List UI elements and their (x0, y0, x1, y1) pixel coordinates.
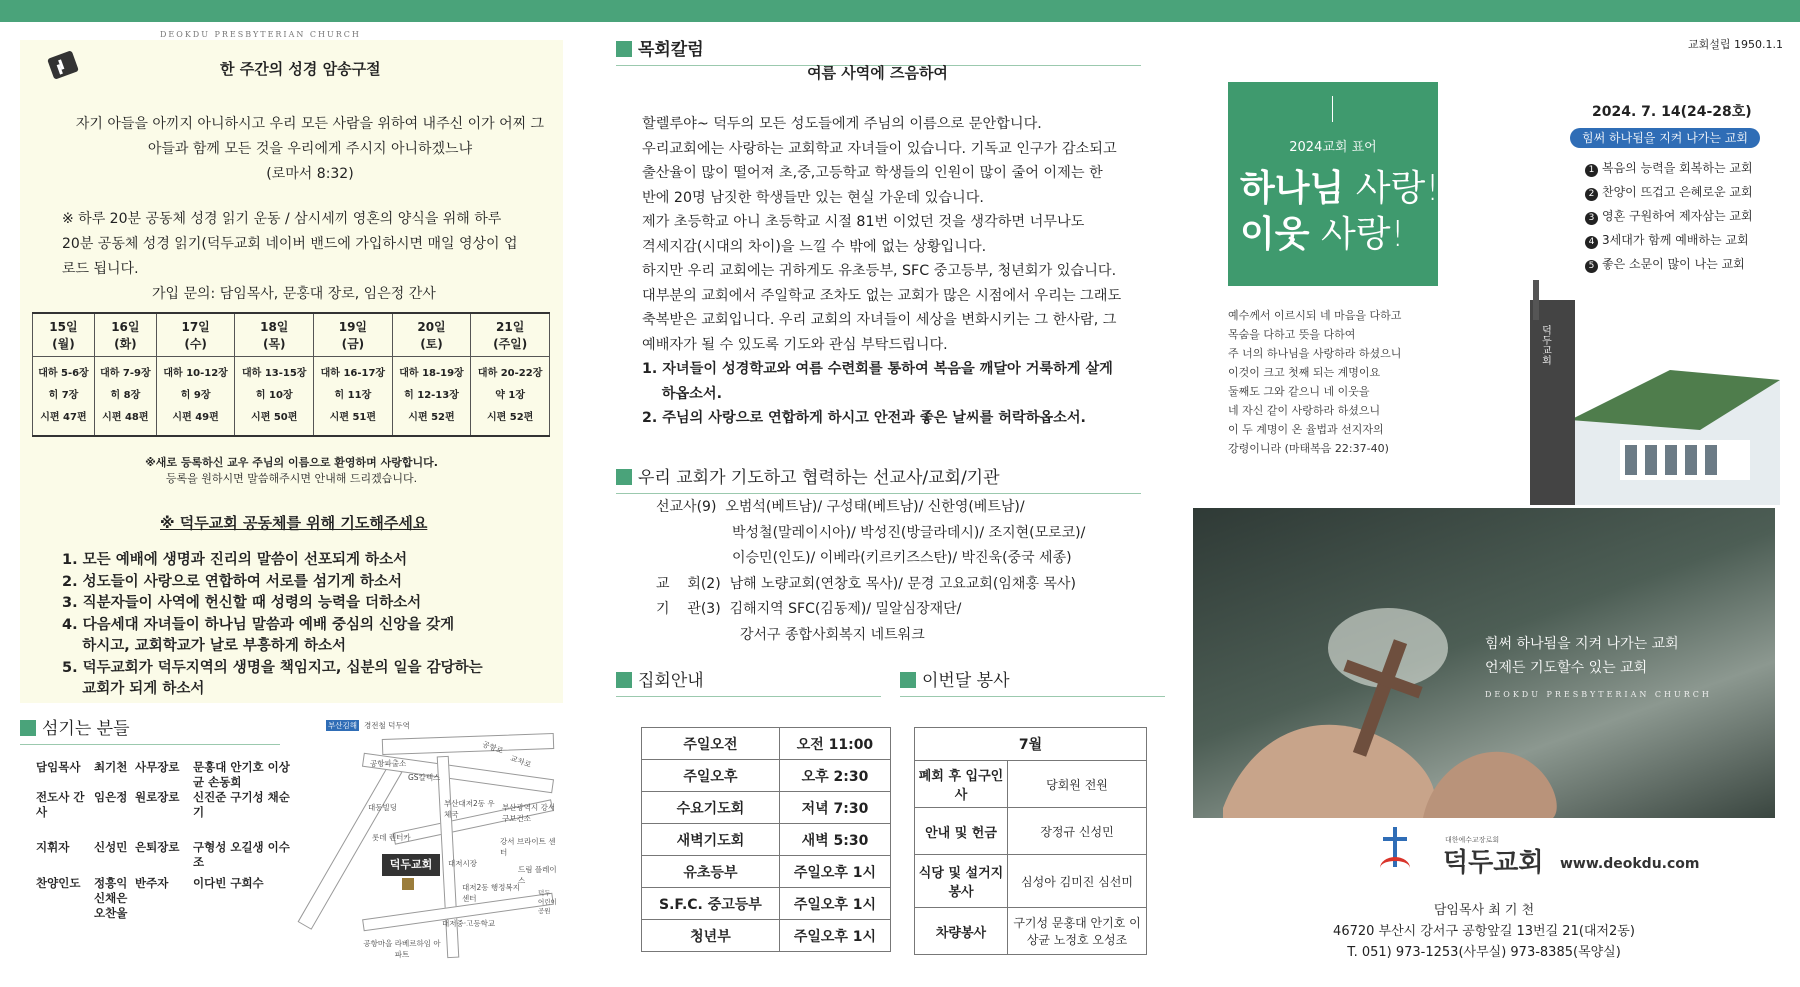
tower-text: 덕두교회 (1539, 325, 1551, 365)
mission-line: 강서구 종합사회복지 네트워크 (740, 626, 925, 643)
service-row: 청년부 주일오후 1시 (642, 920, 891, 952)
reading-cell: 대하 10-12장 히 9장 시편 49편 (156, 357, 235, 437)
day-header: 21일 (주일) (471, 313, 550, 357)
service-row: 주일오후 오후 2:30 (642, 760, 891, 792)
map-label: 강서 브라이트 센터 (500, 837, 556, 857)
column-title: 목회칼럼 (616, 35, 704, 60)
servant-cell: 최기천 (94, 760, 128, 774)
service-row: 수요기도회 저녁 7:30 (642, 792, 891, 824)
service-row: 주일오전 오전 11:00 (642, 728, 891, 760)
servant-cell: 임은정 (94, 790, 128, 804)
missions-title: 우리 교회가 기도하고 협력하는 선교사/교회/기관 (616, 463, 1000, 488)
photo-caps: DEOKDU PRESBYTERIAN CHURCH (1485, 690, 1712, 699)
map-label: 부산대저2동 우체국 (444, 799, 495, 819)
volunteer-row: 안내 및 헌금 장정규 신성민 (915, 808, 1147, 855)
map-label: 드림 플레이스 (518, 865, 557, 885)
column-prayer-points (642, 357, 1137, 431)
map-label: 경전철 덕두역 (364, 721, 410, 730)
servant-cell: 신진준 구기성 채순기 (193, 790, 290, 819)
servants-title: 섬기는 분들 (20, 714, 130, 739)
cover-verse (1228, 306, 1401, 458)
verse-line: 이것이 크고 첫째 되는 계명이요 (1228, 366, 1381, 379)
church-caps-left: DEOKDU PRESBYTERIAN CHURCH (160, 30, 361, 39)
reading-cell: 대하 7-9장 히 8장 시편 48편 (94, 357, 156, 437)
founded-date: 교회설립 1950.1.1 (1688, 38, 1783, 51)
mission-line: 교 회(2) 남해 노량교회(연창호 목사)/ 문경 고요교회(임채홍 목사) (656, 575, 1076, 592)
logo-name: 덕두교회 (1443, 848, 1544, 878)
map-label: 부산광역시 강서구보건소 (502, 803, 556, 823)
number-icon: 2 (1585, 188, 1598, 201)
church-logo-icon (1380, 827, 1410, 879)
verse-line: 주 너의 하나님을 사랑하라 하셨으니 (1228, 347, 1402, 360)
map-label: 대저2동 행정복지센터 (462, 883, 520, 903)
map-label: 공항로 (481, 739, 505, 756)
photo-caption: 힘써 하나됨을 지켜 나가는 교회 언제든 기도할수 있는 교회 (1485, 636, 1679, 676)
servant-cell: 이다빈 구희수 (193, 876, 264, 890)
verse-line: 예수께서 이르시되 네 마음을 다하고 (1228, 309, 1402, 322)
mission-line: 기 관(3) 김해지역 SFC(김동제)/ 밀알심장재단/ (656, 601, 962, 617)
website: www.deokdu.com (1560, 856, 1700, 872)
service-row: 새벽기도회 새벽 5:30 (642, 824, 891, 856)
prayer-list (62, 550, 562, 701)
volunteer-row: 차량봉사 구기성 문홍대 안기호 이상균 노정호 오성조 (915, 908, 1147, 955)
prayer-title: ※ 덕두교회 공동체를 위해 기도해주세요 (160, 514, 428, 532)
reading-contact: 가입 문의: 담임목사, 문홍대 장로, 임은정 간사 (152, 286, 436, 302)
slogan: 하나님 사랑! 이웃 사랑! (1240, 168, 1440, 255)
services-table (641, 727, 891, 952)
day-header: 20일 (토) (392, 313, 471, 357)
goal-item: 4 3세대가 함께 예배하는 교회 (1585, 228, 1753, 252)
servant-cell: 신성민 (94, 840, 128, 854)
bulletin-date: 2024. 7. 14(24-28호) (1592, 104, 1752, 120)
volunteer-table (914, 727, 1147, 955)
column-line: 예배자가 될 수 있도록 기도와 관심 부탁드립니다. (642, 336, 948, 353)
column-subtitle: 여름 사역에 즈음하여 (807, 64, 948, 82)
column-line: 반에 20명 남짓한 학생들만 있는 현실 가운데 있습니다. (642, 189, 984, 206)
day-header: 19일 (금) (314, 313, 393, 357)
column-line: 격세지감(시대의 차이)을 느낄 수 밖에 없는 상황입니다. (642, 238, 987, 255)
verse-line: 둘째도 그와 같으니 네 이웃을 (1228, 385, 1370, 398)
day-header: 17일 (수) (156, 313, 235, 357)
prayer-item: 2. 성도들이 사랑으로 연합하여 서로를 섬기게 하소서 (62, 573, 403, 590)
servant-cell: 담임목사 (36, 760, 81, 774)
verse-line: 네 자신 같이 사랑하라 하셨으니 (1228, 404, 1381, 417)
column-prayer-line: 2. 주님의 사랑으로 연합하게 하시고 안전과 좋은 날씨를 허락하옵소서. (642, 410, 1086, 426)
day-header: 16일 (화) (94, 313, 156, 357)
map-church-square (402, 878, 414, 890)
top-green-bar (0, 0, 1800, 22)
memory-verse-text: 자기 아들을 아끼지 아니하시고 우리 모든 사람을 위하여 내주신 이가 어찌 그 아들과 함께 모든 것을 우리에게 주시지 아니하겠느냐 (로마서 8:32) (75, 116, 545, 182)
number-icon: 5 (1585, 260, 1598, 273)
welcome-note: ※새로 등록하신 교우 주님의 이름으로 환영하며 사랑합니다. 등록을 원하시면 말씀해주시면 안내해 드리겠습니다. (145, 456, 438, 485)
prayer-item: 교회가 되게 하소서 (62, 681, 205, 697)
map-label: 공항파출소 (370, 759, 407, 768)
servant-cell: 은퇴장로 (135, 840, 180, 854)
servant-cell: 원로장로 (135, 790, 180, 804)
map-label: 덕두 어린이공원 (538, 889, 557, 915)
number-icon: 4 (1585, 236, 1598, 249)
map-label: GS칼텍스 (408, 773, 441, 782)
volunteer-row: 식당 및 설거지 봉사 심성아 김미진 심선미 (915, 855, 1147, 908)
map-label: 대저중·고등학교 (442, 919, 496, 928)
column-line: 제가 초등학교 아니 초등학교 시절 81번 이었던 것을 생각하면 너무나도 (642, 214, 1085, 230)
mission-line: 이승민(인도)/ 이베라(키르키즈스탄)/ 박진욱(중국 세종) (732, 550, 1072, 566)
column-prayer-line: 하옵소서. (642, 385, 722, 402)
servant-cell: 사무장로 (135, 760, 180, 774)
prayer-item: 1. 모든 예배에 생명과 진리의 말씀이 선포되게 하소서 (62, 552, 408, 568)
number-icon: 1 (1585, 164, 1598, 177)
day-header: 15일 (월) (33, 313, 95, 357)
map-label: 부산김해 (328, 721, 357, 730)
column-line: 우리교회에는 사랑하는 교회학교 자녀들이 있습니다. 기독교 인구가 감소되고 (642, 140, 1117, 157)
servant-cell: 찬양인도 (36, 876, 81, 890)
column-line: 출산율이 많이 떨어져 초,중,고등학교 학생들의 인원이 많이 줄어 이제는 한 (642, 165, 1103, 181)
service-row: S.F.C. 중고등부 주일오후 1시 (642, 888, 891, 920)
servant-cell: 정흥익 신채은 오찬울 (94, 876, 128, 920)
green-square-icon (20, 720, 36, 736)
reading-notice: ※ 하루 20분 공동체 성경 읽기 운동 / 삼시세끼 영혼의 양식을 위해 하루 20분 공동체 성경 읽기(덕두교회 네이버 밴드에 가입하시면 매일 영상이 업 로드 됩니다. (62, 211, 518, 277)
motto-badge: 힘써 하나됨을 지켜 나가는 교회 (1570, 128, 1760, 148)
bible-icon (47, 50, 79, 80)
column-line: 대부분의 교회에서 주일학교 조차도 없는 교회가 많은 시점에서 우리는 그래도 (642, 287, 1122, 304)
praying-hands-image (1193, 508, 1775, 818)
contact-info: 담임목사 최 기 천 46720 부산시 강서구 공항앞길 13번길 21(대저2동) T. 051) 973-1253(사무실) 973-8385(목양실) (1333, 903, 1635, 960)
day-header: 18일 (목) (235, 313, 314, 357)
column-body (642, 112, 1137, 357)
servant-cell: 지휘자 (36, 840, 70, 854)
map-church-marker: 덕두교회 (382, 854, 440, 876)
prayer-item: 하시고, 교회학교가 날로 부흥하게 하소서 (62, 638, 347, 654)
servant-cell: 구형성 오길생 이수조 (193, 840, 290, 869)
volunteer-row: 폐회 후 입구인사 당회원 전원 (915, 761, 1147, 808)
column-line: 하지만 우리 교회에는 귀하게도 유초등부, SFC 중고등부, 청년회가 있습니다. (642, 263, 1117, 279)
volunteer-title: 이번달 봉사 (900, 666, 1010, 691)
number-icon: 3 (1585, 212, 1598, 225)
servant-cell: 문홍대 안기호 이상균 손동희 (193, 760, 290, 789)
mission-line: 박성철(말레이시아)/ 박성진(방글라데시)/ 조지현(모로코)/ (732, 524, 1086, 541)
slogan-box (1228, 82, 1438, 286)
map-label: 대동빌딩 (368, 803, 397, 812)
verse-line: 이 두 계명이 온 율법과 선지자의 (1228, 423, 1384, 436)
location-map (302, 716, 558, 966)
service-row: 유초등부 주일오후 1시 (642, 856, 891, 888)
volunteer-month-row: 7월 (915, 728, 1147, 761)
reading-cell: 대하 20-22장 약 1장 시편 52편 (471, 357, 550, 437)
services-title: 집회안내 (616, 666, 704, 691)
prayer-item: 4. 다음세대 자녀들이 하나님 말씀과 예배 중심의 신앙을 갖게 (62, 616, 455, 633)
column-line: 축복받은 교회입니다. 우리 교회의 자녀들이 세상을 변화시키는 그 한사람, 그 (642, 312, 1117, 328)
mission-line: 선교사(9) 오범석(베트남)/ 구성태(베트남)/ 신한영(베트남)/ (656, 499, 1025, 515)
reading-cell: 대하 16-17장 히 11장 시편 51편 (314, 357, 393, 437)
weekly-reading-table (32, 312, 550, 437)
servant-cell: 반주자 (135, 876, 169, 890)
map-label: 롯데 렌터카 (372, 833, 411, 842)
memory-verse-title: 한 주간의 성경 암송구절 (220, 60, 381, 78)
church-building-image (1500, 280, 1780, 505)
logo-denomination: 대한예수교장로회 (1445, 836, 1500, 844)
reading-cell: 대하 13-15장 히 10장 시편 50편 (235, 357, 314, 437)
goal-item: 1 복음의 능력을 회복하는 교회 (1585, 156, 1753, 180)
reading-cell: 대하 5-6장 히 7장 시편 47편 (33, 357, 95, 437)
memory-verse-panel (20, 40, 563, 703)
servant-cell: 전도사 간사 (36, 790, 85, 819)
column-prayer-line: 1. 자녀들이 성경학교와 여름 수련회를 통하여 복음을 깨달아 거룩하게 살게 (642, 361, 1113, 377)
goal-item: 2 찬양이 뜨겁고 은혜로운 교회 (1585, 180, 1753, 204)
year-label: 2024교회 표어 (1289, 140, 1377, 155)
goal-item: 3 영혼 구원하여 제자삼는 교회 (1585, 204, 1753, 228)
prayer-item: 5. 덕두교회가 덕두지역의 생명을 책임지고, 십분의 일을 감당하는 (62, 659, 483, 676)
map-label: 대저시장 (448, 859, 477, 868)
church-goals (1585, 156, 1753, 276)
goal-item: 5 좋은 소문이 많이 나는 교회 (1585, 252, 1753, 276)
map-label: 교차로 (509, 753, 533, 770)
reading-cell: 대하 18-19장 히 12-13장 시편 52편 (392, 357, 471, 437)
map-label: 공항마을 라베르하임 아파트 (363, 939, 441, 959)
prayer-item: 3. 직분자들이 사역에 헌신할 때 성령의 능력을 더하소서 (62, 595, 422, 611)
verse-line: 목숨을 다하고 뜻을 다하여 (1228, 328, 1356, 341)
column-line: 할렐루야~ 덕두의 모든 성도들에게 주님의 이름으로 문안합니다. (642, 116, 1042, 132)
verse-line: 강령이니라 (마태복음 22:37-40) (1228, 442, 1389, 455)
